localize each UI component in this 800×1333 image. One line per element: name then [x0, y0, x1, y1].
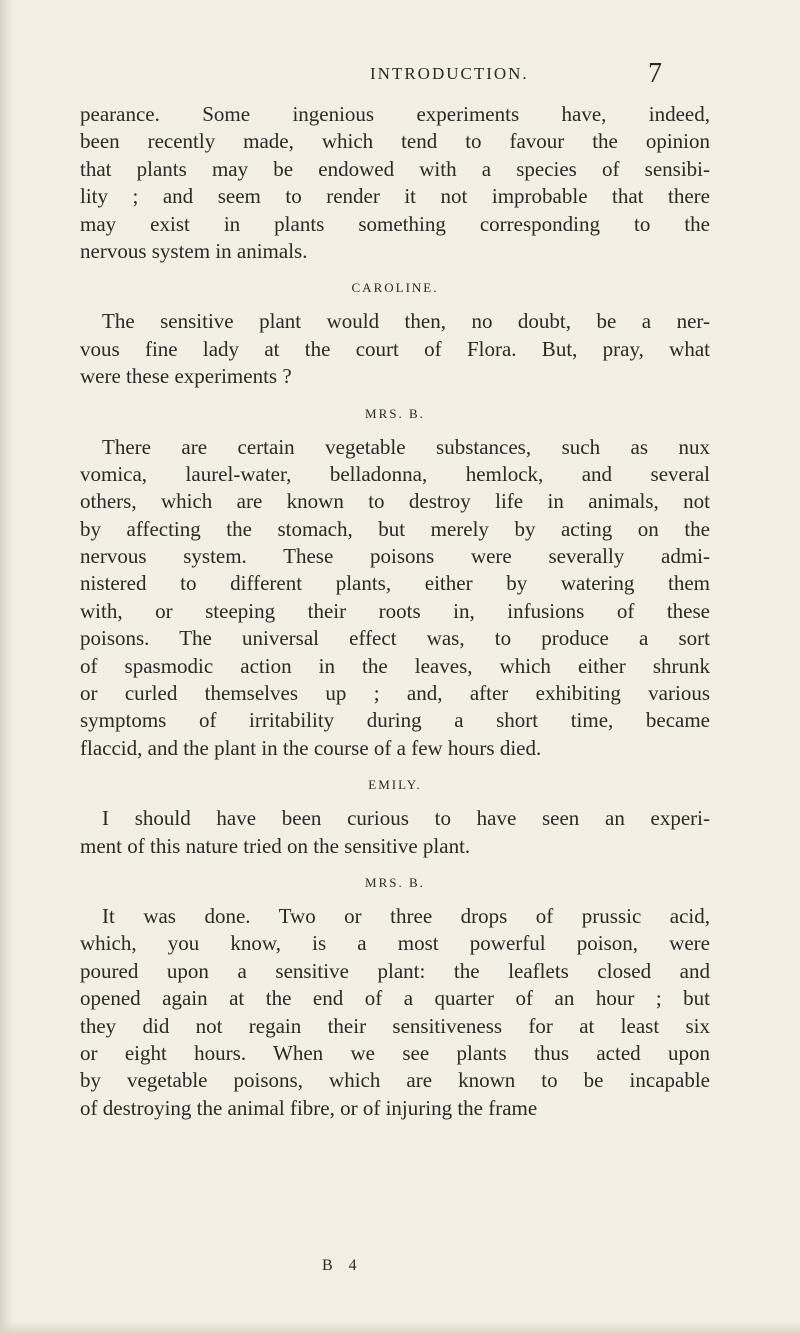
paragraph	[80, 101, 710, 265]
running-title: INTRODUCTION.	[370, 64, 529, 83]
text-line: that plants may be endowed with a species of sensibi-	[80, 156, 710, 181]
paragraph	[80, 903, 710, 1122]
text-line: of spasmodic action in the leaves, which either shrunk	[80, 653, 710, 678]
text-line: with, or steeping their roots in, infusions of these	[80, 598, 710, 623]
text-line: others, which are known to destroy life in animals, not	[80, 489, 710, 514]
text-line: were these experiments ?	[80, 364, 292, 389]
paragraph	[80, 805, 710, 860]
text-line: It was done. Two or three drops of prussic acid,	[102, 903, 710, 928]
text-line: nervous system in animals.	[80, 238, 308, 263]
speaker-heading: MRS. B.	[365, 874, 425, 890]
text-line: or curled themselves up ; and, after exhibiting various	[80, 681, 710, 706]
text-line: lity ; and seem to render it not improbable that there	[80, 184, 710, 209]
text-line: poured upon a sensitive plant: the leaflets closed and	[80, 958, 710, 983]
text-line: nistered to different plants, either by watering them	[80, 571, 710, 596]
text-line: pearance. Some ingenious experiments have, indeed,	[80, 102, 710, 126]
text-line: I should have been curious to have seen an experi-	[102, 806, 710, 831]
text-line: The sensitive plant would then, no doubt, be a ner-	[102, 309, 710, 334]
paragraph	[80, 308, 710, 390]
text-line: poisons. The universal effect was, to produce a sort	[80, 626, 710, 651]
text-line: flaccid, and the plant in the course of a few hours died.	[80, 735, 542, 760]
text-line: which, you know, is a most powerful poison, were	[80, 931, 710, 956]
signature-mark: B 4	[322, 1257, 363, 1274]
speaker-heading: EMILY.	[368, 777, 422, 793]
page-number: 7	[648, 58, 662, 89]
page-gutter-shadow	[0, 0, 14, 1333]
text-line: or eight hours. When we see plants thus acted upon	[80, 1040, 710, 1065]
text-line: nervous system. These poisons were severally admi-	[80, 544, 710, 569]
speaker-heading: MRS. B.	[365, 405, 425, 421]
text-line: they did not regain their sensitiveness for at least six	[80, 1013, 710, 1038]
text-line: opened again at the end of a quarter of an hour ; but	[80, 986, 710, 1011]
text-line: vous fine lady at the court of Flora. But, pray, what	[80, 336, 710, 361]
text-line: ment of this nature tried on the sensitive plant.	[80, 833, 471, 858]
text-line: of destroying the animal fibre, or of injuring the frame	[80, 1095, 538, 1120]
text-line: by affecting the stomach, but merely by acting on the	[80, 516, 710, 541]
text-line: by vegetable poisons, which are known to be incapable	[80, 1068, 710, 1093]
text-line: vomica, laurel-water, belladonna, hemlock, and several	[80, 461, 710, 486]
text-line: been recently made, which tend to favour the opinion	[80, 129, 710, 154]
running-head	[0, 58, 800, 94]
body-text	[80, 101, 710, 1122]
paragraph	[80, 434, 710, 763]
text-line: There are certain vegetable substances, such as nux	[102, 434, 710, 459]
speaker-heading: CAROLINE.	[351, 280, 439, 296]
page-bottom-shadow	[0, 1321, 800, 1333]
text-line: may exist in plants something corresponding to the	[80, 211, 710, 236]
text-line: symptoms of irritability during a short time, became	[80, 708, 710, 733]
